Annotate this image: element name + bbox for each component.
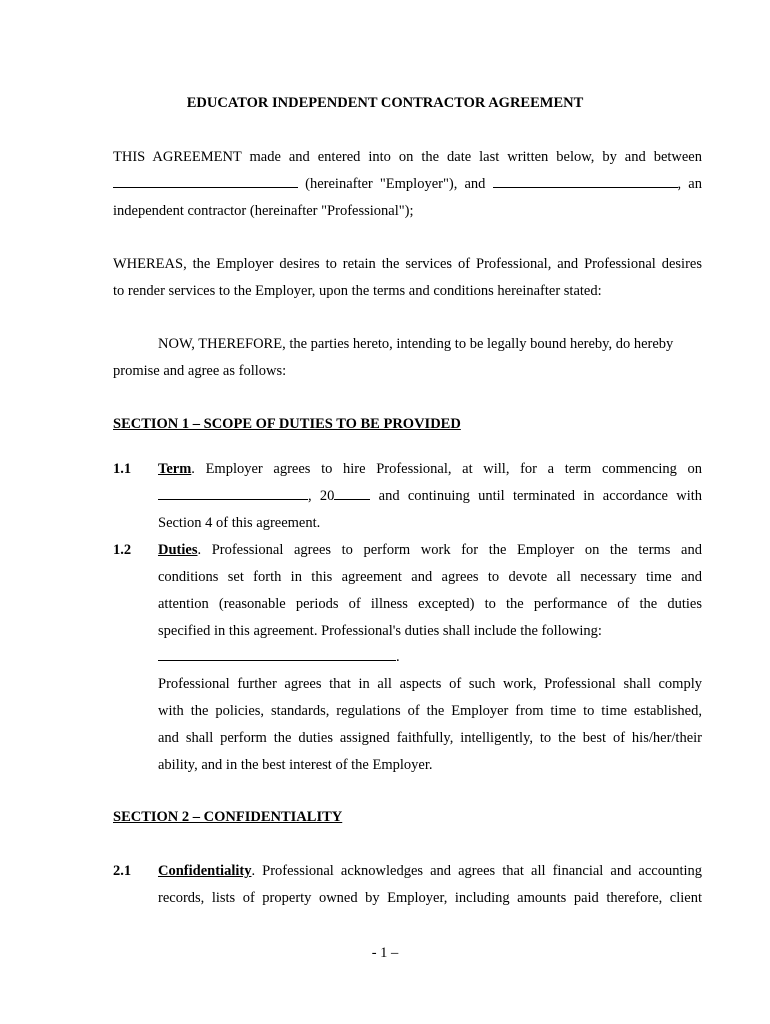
now-therefore-line-2: promise and agree as follows: — [113, 363, 287, 379]
section-1-1-line-3: Section 4 of this agreement. — [158, 515, 321, 531]
employer-name-blank[interactable] — [113, 175, 298, 188]
start-date-blank[interactable] — [158, 487, 308, 500]
now-therefore-line-1: NOW, THEREFORE, the parties hereto, intending to be legally bound hereby, do hereby — [158, 336, 674, 352]
section-2-1-line-1 — [158, 862, 702, 880]
section-1-2-line-7: with the policies, standards, regulations of the Employer from time to time established, — [158, 703, 702, 719]
section-1-1-line-1-rest: . Employer agrees to hire Professional, at will, for a term commencing on — [191, 461, 702, 477]
intro-line-2 — [113, 175, 702, 193]
document-title: EDUCATOR INDEPENDENT CONTRACTOR AGREEMENT — [186, 95, 584, 111]
confidentiality-label: Confidentiality — [158, 863, 252, 879]
duties-blank-line — [158, 648, 702, 666]
section-2-1-line-1-rest: . Professional acknowledges and agrees that all financial and accounting — [251, 863, 702, 879]
section-2-1-line-2: records, lists of property owned by Employer, including amounts paid therefore, client — [158, 890, 702, 906]
intro-line-2-mid: (hereinafter "Employer"), and — [298, 176, 493, 192]
intro-line-1: THIS AGREEMENT made and entered into on the date last written below, by and between — [113, 149, 702, 165]
duties-blank-end: . — [396, 649, 400, 665]
intro-line-3: independent contractor (hereinafter "Professional"); — [113, 203, 414, 219]
whereas-line-1: WHEREAS, the Employer desires to retain the services of Professional, and Professional desires — [113, 256, 702, 272]
section-1-2-line-1-rest: . Professional agrees to perform work for the Employer on the terms and — [197, 542, 702, 558]
duties-blank[interactable] — [158, 648, 396, 661]
section-1-2-line-4: specified in this agreement. Professional's duties shall include the following: — [158, 623, 602, 639]
section-2-heading: SECTION 2 – CONFIDENTIALITY — [113, 809, 343, 825]
contractor-name-blank[interactable] — [493, 175, 678, 188]
section-1-1-line-1 — [158, 460, 702, 478]
section-1-1-line-2 — [158, 487, 702, 505]
whereas-line-2: to render services to the Employer, upon the terms and conditions hereinafter stated: — [113, 283, 602, 299]
section-2-1-number: 2.1 — [113, 863, 132, 879]
section-1-2-line-6: Professional further agrees that in all aspects of such work, Professional shall comply — [158, 676, 702, 692]
section-1-1-line-2-end: and continuing until terminated in accordance with — [370, 488, 703, 504]
section-1-2-line-8: and shall perform the duties assigned faithfully, intelligently, to the best of his/her/their — [158, 730, 702, 746]
section-1-2-line-1 — [158, 541, 702, 559]
intro-line-2-end: , an — [677, 176, 702, 192]
section-1-2-line-3: attention (reasonable periods of illness excepted) to the performance of the duties — [158, 596, 702, 612]
page-number: - 1 – — [371, 945, 399, 961]
section-1-1-number: 1.1 — [113, 461, 132, 477]
duties-label: Duties — [158, 542, 198, 558]
section-1-2-line-2: conditions set forth in this agreement and agrees to devote all necessary time and — [158, 569, 702, 585]
section-1-heading: SECTION 1 – SCOPE OF DUTIES TO BE PROVIDED — [113, 416, 461, 432]
term-label: Term — [158, 461, 192, 477]
section-1-1-line-2-mid: , 20 — [308, 488, 335, 504]
section-1-2-number: 1.2 — [113, 542, 132, 558]
start-year-blank[interactable] — [334, 487, 370, 500]
section-1-2-line-9: ability, and in the best interest of the Employer. — [158, 757, 433, 773]
